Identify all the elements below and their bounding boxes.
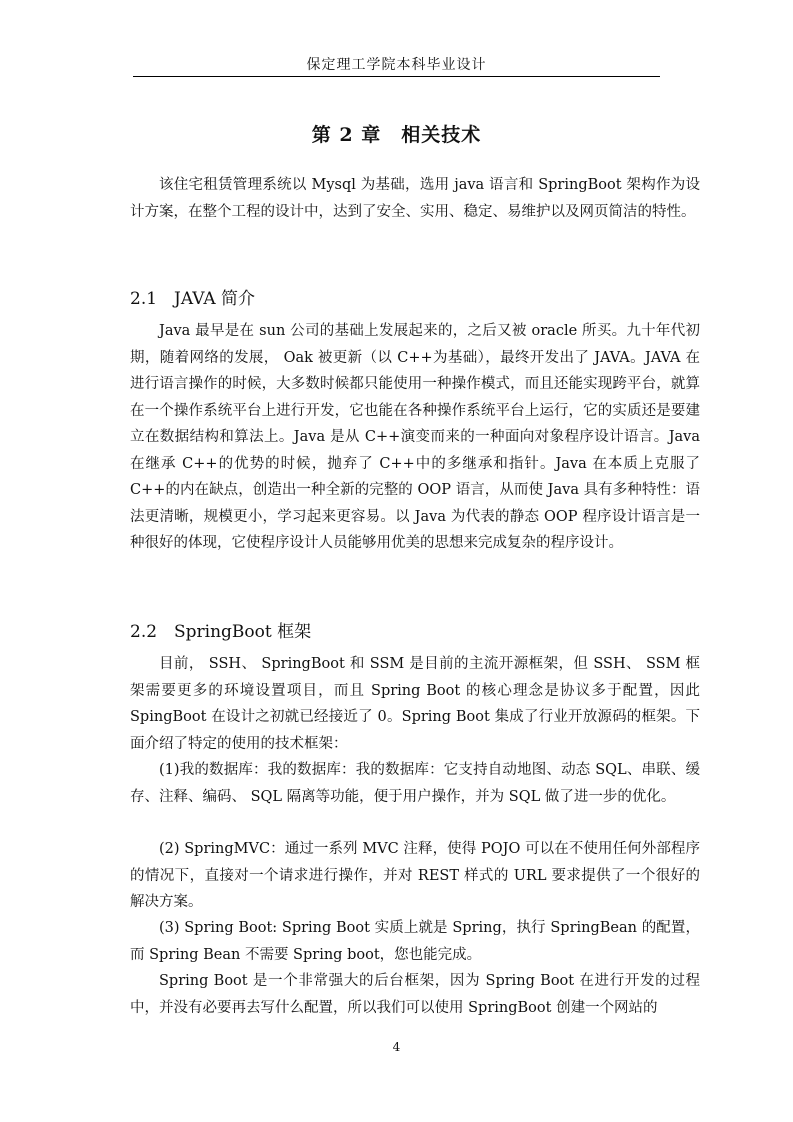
section-title-text: JAVA 简介 xyxy=(174,289,256,309)
chapter-title: 第 2 章 相关技术 xyxy=(311,124,482,146)
page-number: 4 xyxy=(392,1040,401,1054)
section-heading-2-1 xyxy=(130,284,255,309)
section-2-2-item-3: (3) Spring Boot: Spring Boot 实质上就是 Spring，执行 SpringBean 的配置，而 Spring Bean 不需要 Spring boot，您也能完成。 xyxy=(130,920,700,963)
section-2-2-paragraph-last: Spring Boot 是一个非常强大的后台框架，因为 Spring Boot 在进行开发的过程中，并没有必要再去写什么配置，所以我们可以使用 SpringBoot 创建一个网站的 xyxy=(130,973,700,1016)
intro-paragraph: 该住宅租赁管理系统以 Mysql 为基础，选用 java 语言和 SpringBoot 架构作为设计方案，在整个工程的设计中，达到了安全、实用、稳定、易维护以及网页简洁的特性。 xyxy=(130,177,700,220)
section-number: 2.1 xyxy=(130,289,158,309)
section-heading-2-2 xyxy=(130,617,311,642)
section-2-2-item-1: (1)我的数据库：我的数据库：我的数据库：它支持自动地图、动态 SQL、串联、缓存、注释、编码、 SQL 隔离等功能，便于用户操作，并为 SQL 做了进一步的优化。 xyxy=(130,762,700,805)
section-2-2-item-2: (2) SpringMVC：通过一系列 MVC 注释，使得 POJO 可以在不使用任何外部程序的情况下，直接对一个请求进行操作，并对 REST 样式的 URL 要求提供了一个很好的解决方案。 xyxy=(130,841,700,910)
section-number: 2.2 xyxy=(130,622,158,642)
section-title-text: SpringBoot 框架 xyxy=(174,622,312,642)
running-header: 保定理工学院本科毕业设计 xyxy=(306,57,487,73)
header-rule xyxy=(133,76,660,77)
section-2-2-paragraph-1: 目前， SSH、 SpringBoot 和 SSM 是目前的主流开源框架，但 SSH、 SSM 框架需要更多的环境设置项目，而且 Spring Boot 的核心理念是协议多于配置，因此 SpingBoot 在设计之初就已经接近了 0。Spring Boot 集成了行业开放源码的框架。下面介绍了特定的使用的技术框架： xyxy=(130,656,700,752)
section-2-1-paragraph: Java 最早是在 sun 公司的基础上发展起来的，之后又被 oracle 所买。九十年代初期，随着网络的发展， Oak 被更新（以 C++为基础），最终开发出了 JAVA。JAVA 在进行语言操作的时候，大多数时候都只能使用一种操作模式，而且还能实现跨平台，就算在一个操作系统平台上进行开发，它也能在各种操作系统平台上运行，它的实质还是要建立在数据结构和算法上。Java 是从 C++演变而来的一种面向对象程序设计语言。Java 在继承 C++的优势的时候，抛弃了 C++中的多继承和指针。Java 在本质上克服了 C++的内在缺点，创造出一种全新的完整的 OOP 语言，从而使 Java 具有多种特性：语法更清晰，规模更小，学习起来更容易。以 Java 为代表的静态 OOP 程序设计语言是一种很好的体现，它使程序设计人员能够用优美的思想来完成复杂的程序设计。 xyxy=(130,323,700,551)
